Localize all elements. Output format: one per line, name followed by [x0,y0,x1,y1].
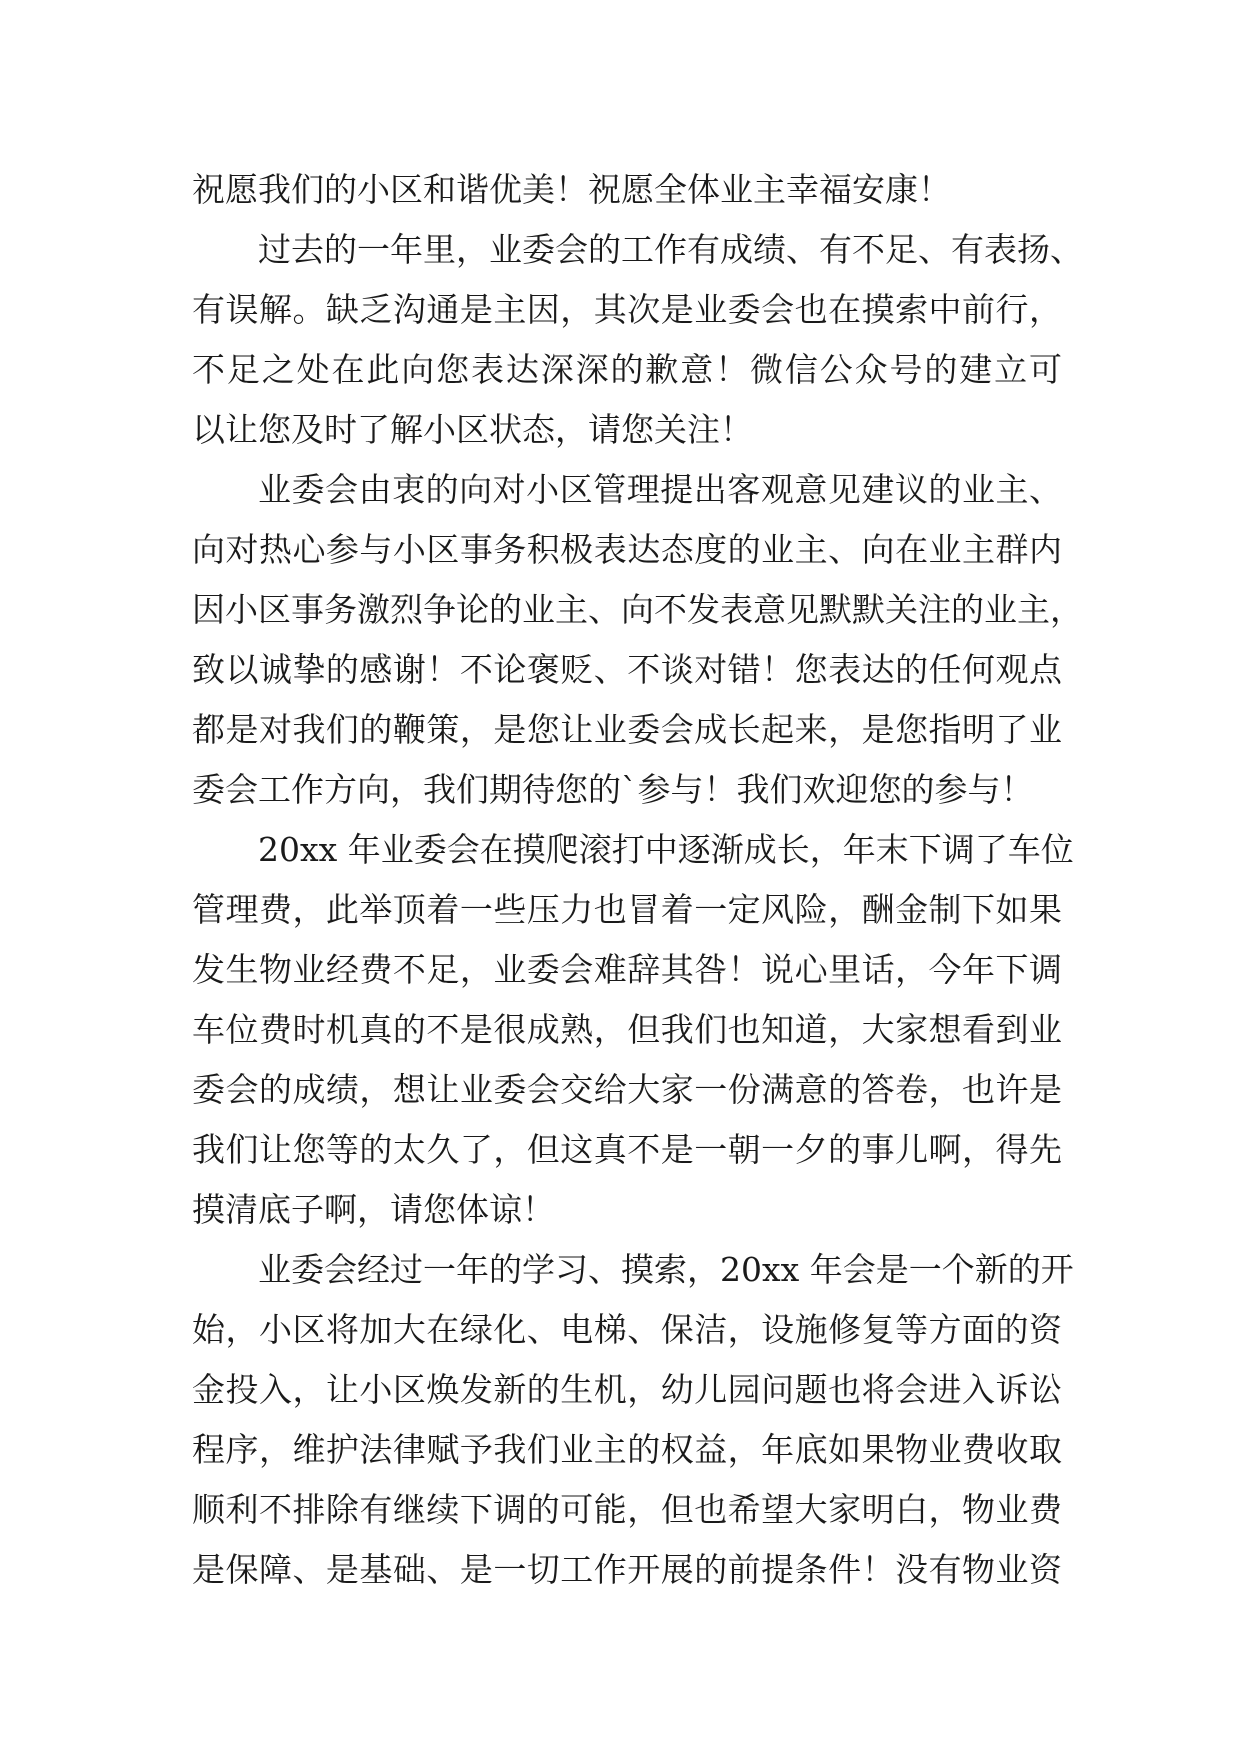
text-line: 致以诚挚的感谢！不论褒贬、不谈对错！您表达的任何观点 [192,650,1062,689]
text-line: 始，小区将加大在绿化、电梯、保洁，设施修复等方面的资 [192,1310,1062,1349]
text-line: 有误解。缺乏沟通是主因，其次是业委会也在摸索中前行， [192,290,1062,329]
text-line: 我们让您等的太久了，但这真不是一朝一夕的事儿啊，得先 [192,1130,1062,1169]
text-line: 因小区事务激烈争论的业主、向不发表意见默默关注的业主， [192,590,1083,629]
text-line: 是保障、是基础、是一切工作开展的前提条件！没有物业资 [192,1550,1062,1589]
text-line: 业委会由衷的向对小区管理提出客观意见建议的业主、 [258,470,1062,509]
text-line: 向对热心参与小区事务积极表达态度的业主、向在业主群内 [192,530,1062,569]
text-line: 委会的成绩，想让业委会交给大家一份满意的答卷，也许是 [192,1070,1062,1109]
text-line: 程序，维护法律赋予我们业主的权益，年底如果物业费收取 [192,1430,1062,1469]
text-line: 顺利不排除有继续下调的可能，但也希望大家明白，物业费 [192,1490,1062,1529]
text-line: 业委会经过一年的学习、摸索，20xx 年会是一个新的开 [258,1250,1074,1289]
text-line: 20xx 年业委会在摸爬滚打中逐渐成长，年末下调了车位 [258,830,1074,869]
text-line: 车位费时机真的不是很成熟，但我们也知道，大家想看到业 [192,1010,1062,1049]
text-line: 以让您及时了解小区状态，请您关注！ [192,410,753,449]
text-line: 金投入，让小区焕发新的生机，幼儿园问题也将会进入诉讼 [192,1370,1062,1409]
text-line: 管理费，此举顶着一些压力也冒着一定风险，酬金制下如果 [192,890,1062,929]
text-line: 祝愿我们的小区和谐优美！祝愿全体业主幸福安康！ [192,170,951,209]
text-line: 发生物业经费不足，业委会难辞其咎！说心里话，今年下调 [192,950,1062,989]
text-line: 过去的一年里，业委会的工作有成绩、有不足、有表扬、 [258,230,1083,269]
text-line: 不足之处在此向您表达深深的歉意！微信公众号的建立可 [192,350,1062,389]
text-line: 摸清底子啊，请您体谅！ [192,1190,555,1229]
text-line: 委会工作方向，我们期待您的`参与！我们欢迎您的参与！ [192,770,1034,809]
document-body [192,160,1083,1600]
text-line: 都是对我们的鞭策，是您让业委会成长起来，是您指明了业 [192,710,1062,749]
